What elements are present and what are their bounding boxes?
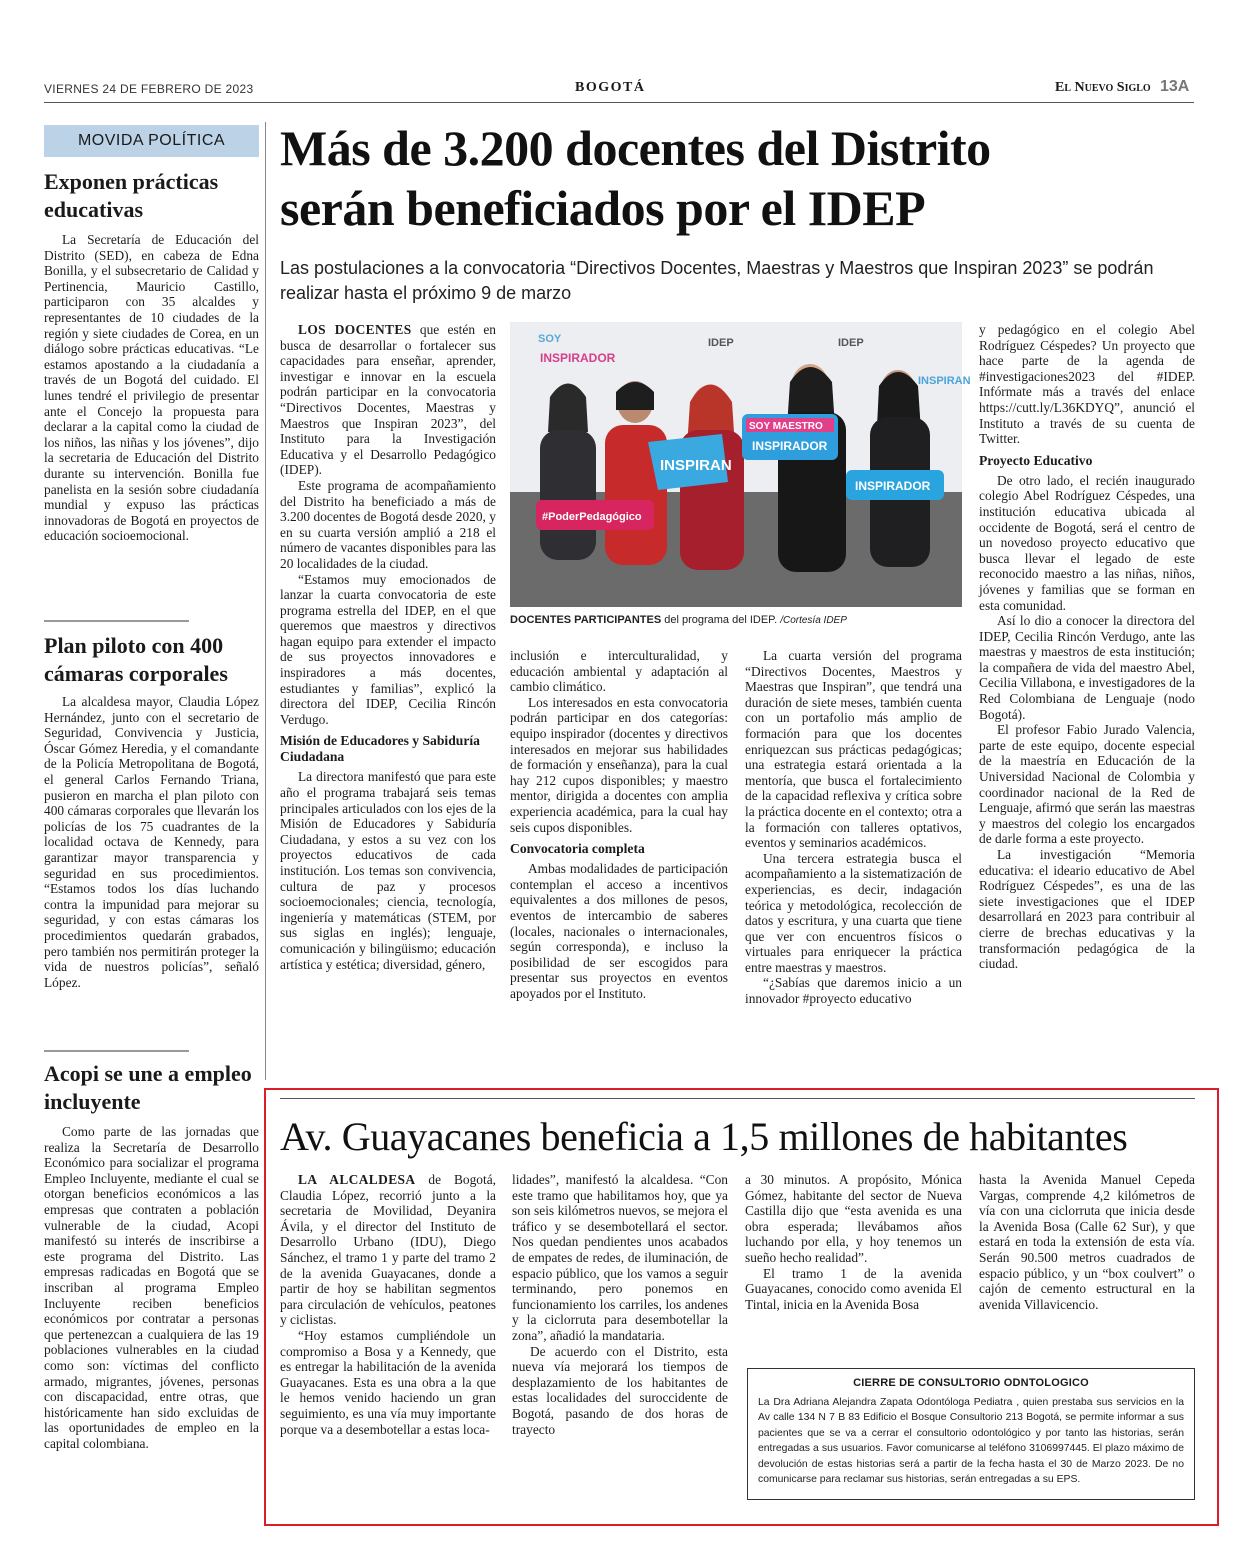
newspaper-name: El Nuevo Siglo (1055, 80, 1151, 95)
photo-sign-5: INSPIRADOR (752, 439, 828, 453)
main-column-3: La cuarta versión del programa “Directivos Docentes, Maestros y Maestras que Inspiran”, que tendrá una duración de siete meses, también cuenta con un portafolio más amplio de formación para que los docentes enriquezcan sus prácticas pedagógicas; una estrategia estará orientada a la mentoría, que busca el fortalecimiento de la capacidad reflexiva y crítica sobre la práctica docente en el contexto; otra a la formación con talleres optativos, eventos y seminarios académicos. Una tercera estrategia busca el acompañamiento a la sistematización de experiencias, es decir, indagación teórica y metodológica, recolección de datos y escritura, y una cuarta que tiene que ver con encuentros físicos o virtuales para enriquecer la práctica entre maestras y maestros. “¿Sabías que daremos inicio a un innovador #proyecto educativo (745, 648, 962, 1007)
teachers-photo-illustration (510, 322, 971, 607)
sidebar-story-2-body: La alcaldesa mayor, Claudia López Hernández, junto con el secretario de Seguridad, Convivencia y Justicia, Óscar Gómez Heredia, y el comandante de la Policía Metropolitana de Bogotá, el general Carlos Fernando Triana, pusieron en marcha el plan piloto con 400 cámaras corporales que llevarán los policías de los 75 cuadrantes de la localidad octava de Kennedy, para garantizar mayor transparencia y seguridad en sus procedimientos. “Estamos todos los días luchando contra la impunidad para mejorar su seguridad, y con estas cámaras los procedimientos quedarán grabados, pero también nos permitirán proteger la vida de nuestros policías”, señaló López. (44, 694, 259, 990)
sidebar-story-3-body: Como parte de las jornadas que realiza la Secretaría de Desarrollo Económico para socializar el programa Empleo Incluyente, mediante el cual se otorgan beneficios económicos a las empresas que contraten a población vulnerable de la ciudad, Acopi manifestó su interés de inscribirse a este programa del Distrito. Las empresas radicadas en Bogotá que se inscriban al programa Empleo Incluyente reciben beneficios económicos por contratar a personas que pertenezcan a cualquiera de las 19 poblaciones vulnerables en la ciudad como son: víctimas del conflicto armado, migrantes, jóvenes, personas con discapacidad, entre otras, que históricamente han sido excluidas de las oportunidades de empleo en la capital colombiana. (44, 1124, 259, 1451)
sidebar-story-1-body: La Secretaría de Educación del Distrito (SED), en cabeza de Edna Bonilla, y el subsecretario de Calidad y Pertinencia, Mauricio Castillo, participaron con 35 alcaldes y representantes de 10 ciudades de la región y siete ciudades de Corea, en un diálogo sobre prácticas educativas. “Le estamos apostando a la ciudadanía a través de un Bogotá del cuidado. El lunes tendré el privilegio de presentar ante el Concejo la propuesta para declarar a la capital como la ciudad de los niños, las niñas y los jóvenes”, dijo la secretaria de Educación del Distrito durante su intervención. Bonilla fue panelista en la sesión sobre ciudadanía mundial y expuso las prácticas innovadoras de Bogotá en proyectos de educación socioemocional. (44, 232, 259, 544)
hashtag-sign (536, 500, 654, 530)
soy-maestro-sign (742, 414, 838, 460)
main-headline: Más de 3.200 docentes del Distrito serán beneficiados por el IDEP (280, 120, 991, 236)
section-name: BOGOTÁ (575, 80, 646, 95)
teachers-photo (510, 322, 971, 607)
masthead-rule (44, 102, 1194, 103)
photo-sign-4: SOY MAESTRO (749, 421, 823, 432)
main-column-2: inclusión e interculturalidad, y educación ambiental y adaptación al cambio climático. Los interesados en esta convocatoria podrán participar en dos categorías: equipo inspirador (docentes y directivos interesados en mejorar sus habilidades de formación y enseñanza), para la cual hay 212 cupos disponibles; y maestro mentor, dirigida a docentes con amplia experiencia académica, para la cual hay seis cupos disponibles. Convocatoria completa Ambas modalidades de participación contemplan el acceso a incentivos equivalentes a dos millones de pesos, eventos de intercambio de saberes (locales, nacionales o internacionales, según corresponda), e incluso la posibilidad de ser escogidos para presentar sus proyectos en eventos apoyados por el Instituto. (510, 648, 728, 1001)
inspirador-sign (846, 470, 944, 500)
second-story-top-rule (280, 1098, 1195, 1099)
photo-sign-1: SOY (538, 333, 562, 345)
sidebar-vertical-rule (265, 122, 266, 1080)
main-subhead: Las postulaciones a la convocatoria “Directivos Docentes, Maestras y Maestros que Inspiran 2023” se podrán realizar hasta el próximo 9 de marzo (280, 258, 1154, 303)
section-tag: MOVIDA POLÍTICA (44, 125, 259, 157)
second-column-3: a 30 minutos. A propósito, Mónica Gómez, habitante del sector de Nueva Castilla dijo que “esta avenida es una obra esperada; llevábamos años luchando por ella, y hoy tenemos un sueño hecho realidad”. El tramo 1 de la avenida Guayacanes, conocido como avenida El Tintal, inicia en la Avenida Bosa (745, 1172, 962, 1312)
main-crosshead-2: Convocatoria completa (510, 841, 645, 857)
sidebar-story-1-title: Exponen prácticas educativas (44, 169, 219, 222)
inspiran-sign (648, 434, 732, 490)
sidebar-divider-1 (44, 620, 189, 622)
main-crosshead-1: Misión de Educadores y Sabiduría Ciudadana (280, 733, 480, 765)
sidebar-story-3-title: Acopi se une a empleo incluyente (44, 1061, 252, 1114)
second-column-2: lidades”, manifestó la alcaldesa. “Con este tramo que habilitamos hoy, que ya son seis kilómetros nuevos, se mejora el tráfico y se desembotellará el sector. Nos quedan pendientes unos acabados de empates de redes, de iluminación, de espacio público, que los vamos a seguir terminando, pero ponemos en funcionamiento los carriles, los andenes y la ciclorruta para desembotellar la zona”, añadió la mandataria. De acuerdo con el Distrito, esta nueva vía mejorará los tiempos de desplazamiento de los habitantes de estas localidades del suroccidente de Bogotá, pasando de dos horas de trayecto (512, 1172, 728, 1437)
second-lead-word: LA ALCALDESA (298, 1172, 416, 1187)
issue-date: VIERNES 24 DE FEBRERO DE 2023 (44, 82, 254, 96)
main-crosshead-3: Proyecto Educativo (979, 452, 1093, 468)
photo-sign-9: INSPIRAN (918, 375, 971, 387)
second-column-1: LA ALCALDESA de Bogotá, Claudia López, recorrió junto a la secretaria de Movilidad, Deyanira Ávila, y el director del Instituto de Desarrollo Urbano (IDU), Diego Sánchez, el tramo 1 y parte del tramo 2 de la avenida Guayacanes, donde a partir de hoy se habilitan segmentos para circulación de vehículos, peatones y ciclistas. “Hoy estamos cumpliéndole un compromiso a Bosa y a Kennedy, que es entregar la habilitación de la avenida Guayacanes. Esta es una obra a la que le hemos venido haciendo un gran seguimiento, es una vía muy importante porque va a desembotellar a estas loca- (280, 1172, 496, 1437)
main-lead-word: LOS DOCENTES (298, 322, 412, 337)
main-column-4: y pedagógico en el colegio Abel Rodríguez Céspedes? Un proyecto que hace parte de la agenda de #investigaciones2023 del #IDEP. Infórmate más a través del enlace https://cutt.ly/L36KDYQ”, anunció el Instituto a través de su cuenta de Twitter. Proyecto Educativo De otro lado, el recién inaugurado colegio Abel Rodríguez Céspedes, una institución educativa ubicada al occidente de Bogotá, será el centro de un novedoso proyecto educativo que busca llevar el legado de este reconocido maestro a las niñas, niños, jóvenes y familias que se forman en esta comunidad. Así lo dio a conocer la directora del IDEP, Cecilia Rincón Verdugo, ante las maestras y maestros de esta institución; la compañera de vida del maestro Abel, Cecilia Villabona, e investigadores de la Red Colombiana de Lenguaje (nodo Bogotá). El profesor Fabio Jurado Valencia, parte de este equipo, docente especial de la maestría en Educación de la Universidad Nacional de Colombia y coordinador nacional de la Red de Lenguaje, afirmó que serán las maestras y maestros del colegio los encargados de darle forma a este proyecto. La investigación “Memoria educativa: el ideario educativo de Abel Rodríguez Céspedes”, es una de las siete investigaciones que el IDEP desarrollará en 2023 para contribuir al cierre de brechas educativas y la transformación pedagógica de la ciudad. (979, 322, 1195, 972)
notice-title: CIERRE DE CONSULTORIO ODNTOLOGICO (853, 1377, 1089, 1389)
second-headline: Av. Guayacanes beneficia a 1,5 millones de habitantes (280, 1114, 1128, 1159)
svg-text:INSPIRADOR: INSPIRADOR (855, 479, 931, 493)
page-number: 13A (1160, 78, 1190, 95)
photo-sign-8: IDEP (838, 337, 864, 349)
dental-office-notice (747, 1368, 1195, 1500)
sidebar-divider-2 (44, 1050, 189, 1052)
photo-caption: DOCENTES PARTICIPANTES del programa del IDEP. /Cortesía IDEP (510, 614, 847, 626)
photo-sign-6: #PoderPedagógico (542, 511, 642, 523)
second-column-4: hasta la Avenida Manuel Cepeda Vargas, comprende 4,2 kilómetros de vía con una ciclorruta que inicia desde la Avenida Bosa (Calle 62 Sur), y que estará en toda la extensión de esta vía. Serán 90.500 metros cuadrados de espacio público, y un “box coulvert” o cajón de cemento estructural en la avenida Villavicencio. (979, 1172, 1195, 1312)
sidebar-story-2-title: Plan piloto con 400 cámaras corporales (44, 633, 228, 686)
notice-body: La Dra Adriana Alejandra Zapata Odontóloga Pediatra , quien prestaba sus servicios en la Av calle 134 N 7 B 83 Edificio el Bosque Consultorio 213 Bogotá, se permite informar a sus pacientes que se va a cerrar el consultorio odontológico y por tanto las historias, serán entregadas a sus usuarios. Favor comunicarse al teléfono 3106997445. El plazo máximo de devolución de estas historias será a partir de la fecha hasta el 30 de Marzo 2023. De no comunicarse para reclamar sus historias, serán entregadas a su EPS. (758, 1397, 1184, 1486)
photo-sign-3: INSPIRAN (660, 457, 732, 474)
photo-sign-2: INSPIRADOR (540, 351, 616, 365)
photo-sign-7: IDEP (708, 337, 734, 349)
main-column-1: LOS DOCENTES que estén en busca de desarrollar o fortalecer sus capacidades para enseñar, aprender, investigar e innovar en la escuela podrán participar en la convocatoria “Directivos Docentes, Maestras y Maestros que Inspiran 2023”, del Instituto para la Investigación Educativa y el Desarrollo Pedagógico (IDEP). Este programa de acompañamiento del Distrito ha beneficiado a más de 3.200 docentes de Bogotá desde 2020, y en su cuarta versión amplió a 218 el número de vacantes disponibles para las 20 localidades de la ciudad. “Estamos muy emocionados de lanzar la cuarta convocatoria de este programa estrella del IDEP, en el que queremos que maestros y directivos hagan equipo para extender el impacto de sus proyectos innovadores e inspiradores a más docentes, estudiantes y familias”, explicó la directora del IDEP, Cecilia Rincón Verdugo. Misión de Educadores y Sabiduría Ciudadana La directora manifestó que para este año el programa trabajará seis temas principales articulados con los ejes de la Misión de Educadores y Sabiduría Ciudadana, y estos a su vez con los proyectos educativos de cada institución. Los temas son convivencia, cultura de paz y procesos socioemocionales; ciencia, tecnología, ingeniería y matemáticas (STEM, por sus siglas en inglés); lenguaje, comunicación y bilingüismo; educación artística y estética; diversidad, género, (280, 322, 496, 972)
photo-credit: /Cortesía IDEP (780, 615, 847, 626)
